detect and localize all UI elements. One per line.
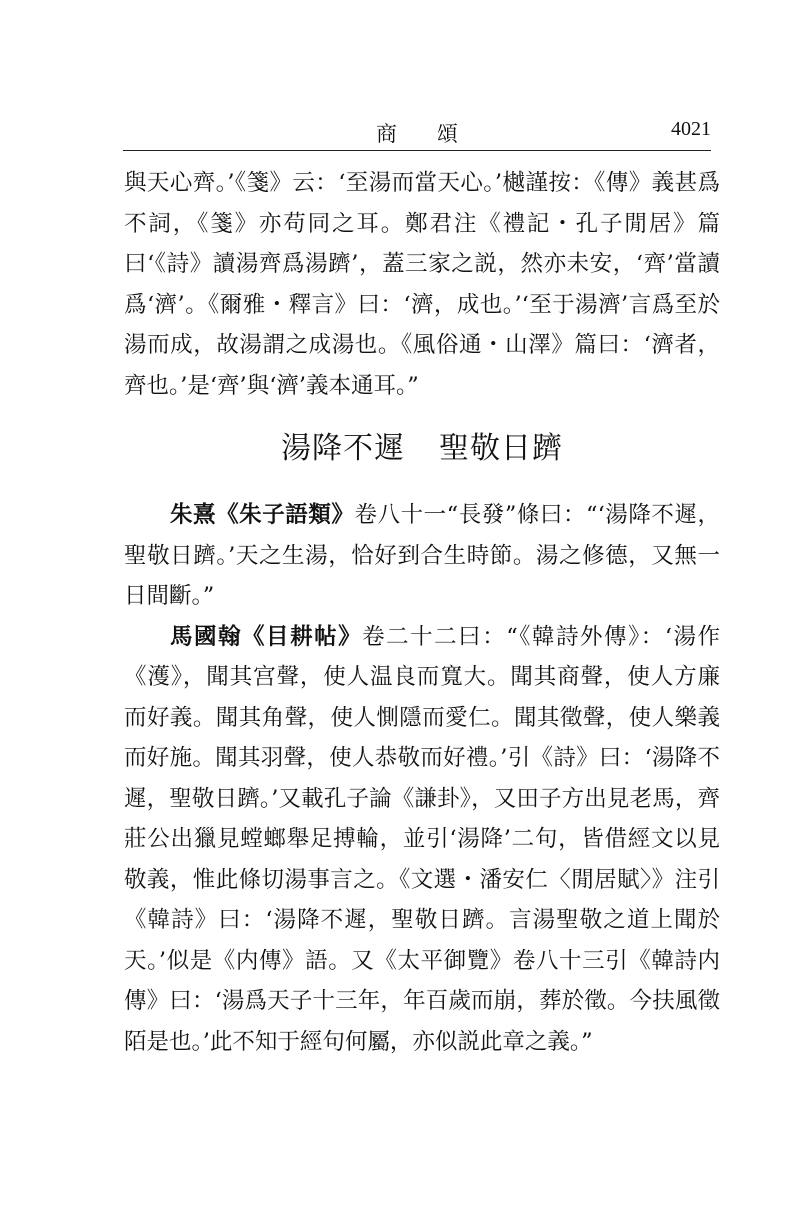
continuation-block	[124, 163, 720, 406]
entry-author: 馬國翰《目耕帖》	[170, 623, 363, 650]
running-title: 商頌	[376, 122, 498, 146]
entry-author: 朱熹《朱子語類》	[170, 502, 355, 528]
entry-text: 卷二十二曰：“《韓詩外傳》：‘湯作《濩》，聞其宫聲，使人温良而寬大。聞其商聲，使人方廉而好義。聞其角聲，使人惻隱而愛仁。聞其徵聲，使人樂義而好施。聞其羽聲，使人恭敬而好禮。’引《詩》曰：‘湯降不遲，聖敬日躋。’又載孔子論《謙卦》，又田子方出見老馬，齊莊公出獵見螳螂舉足搏輪，並引‘湯降’二句，皆借經文以見敬義，惟此條切湯事言之。《文選・潘安仁〈閒居賦〉》注引《韓詩》曰：‘湯降不遲，聖敬日躋。言湯聖敬之道上聞於天。’似是《内傳》語。又《太平御覽》卷八十三引《韓詩内傳》曰：‘湯爲天子十三年，年百歲而崩，葬於徵。今扶風徵陌是也。’此不知于經句何屬，亦似説此章之義。”	[124, 623, 720, 1055]
entry-text: 卷八十一“長發”條曰：“‘湯降不遲，聖敬日躋。’天之生湯，恰好到合生時節。湯之修德，又無一日間斷。”	[124, 502, 720, 609]
section-title	[124, 423, 720, 467]
continuation-paragraph: 與天心齊。’《箋》云：‘至湯而當天心。’樾謹按：《傳》義甚爲不詞，《箋》亦苟同之耳。鄭君注《禮記・孔子閒居》篇曰‘《詩》讀湯齊爲湯躋’，蓋三家之説，然亦未安，‘齊’當讀爲‘濟’。《爾雅・釋言》曰：‘濟，成也。’‘至于湯濟’言爲至於湯而成，故湯謂之成湯也。《風俗通・山澤》篇曰：‘濟者，齊也。’是‘齊’與‘濟’義本通耳。”	[124, 170, 720, 399]
entry-paragraph	[124, 617, 720, 1063]
section-title-part2: 聖敬日躋	[439, 431, 563, 466]
entries-block	[124, 495, 720, 1062]
section-title-part1: 湯降不遲	[281, 431, 405, 466]
page-header	[123, 108, 711, 151]
entry-paragraph	[124, 495, 720, 617]
page-number: 4021	[671, 118, 711, 140]
